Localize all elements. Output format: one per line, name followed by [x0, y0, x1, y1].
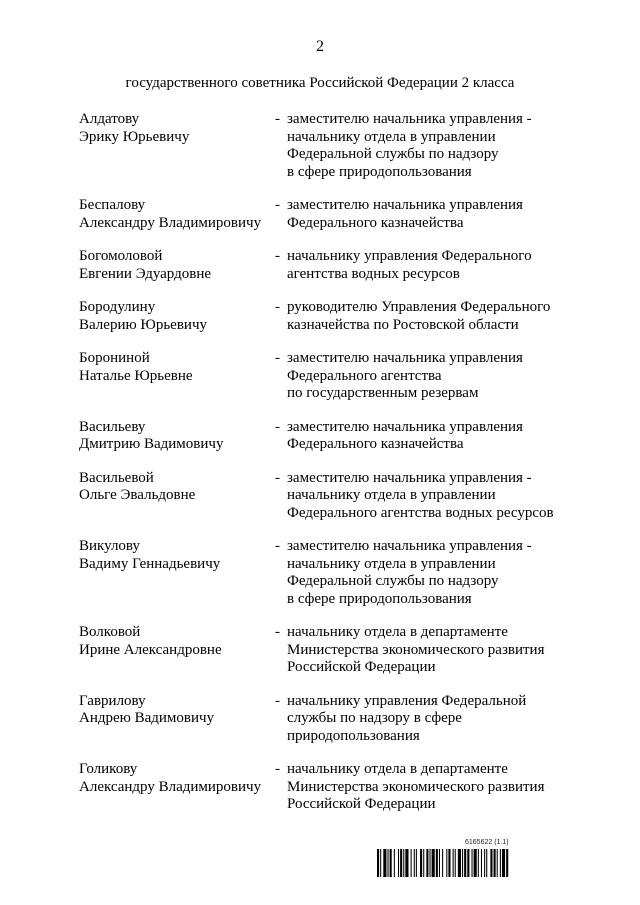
position-title-line: Федеральной службы по надзору [287, 573, 499, 589]
person-name-line: Дмитрию Вадимовичу [79, 436, 224, 452]
barcode-bar [388, 849, 389, 877]
person-name-line: Александру Владимировичу [79, 214, 262, 231]
appointment-entry [79, 299, 579, 334]
barcode-bar [426, 849, 428, 877]
person-name [79, 111, 275, 181]
position-title-line: заместителю начальника управления - [287, 538, 532, 554]
position-title-line: заместителю начальника управления - [287, 111, 532, 127]
person-name [79, 538, 275, 608]
position-title-line: природопользования [287, 727, 420, 744]
barcode-bar [398, 849, 399, 877]
barcode-bar [411, 849, 412, 877]
person-name [79, 197, 275, 232]
separator-dash: - [275, 111, 280, 127]
person-name-line: Александру Владимировичу [79, 778, 262, 795]
barcode-bar [500, 849, 501, 877]
separator-dash: - [275, 538, 280, 554]
barcode-bar [436, 849, 438, 877]
barcode-bar [394, 849, 395, 877]
appointment-entry [79, 693, 579, 746]
barcode-bar [467, 849, 469, 877]
person-name-line: Волковой [79, 624, 141, 640]
person-name-line: Вадиму Геннадьевичу [79, 555, 221, 572]
appointment-entry [79, 761, 579, 814]
person-name-line: Богомоловой [79, 248, 163, 264]
position-title-line: заместителю начальника управления [287, 350, 523, 366]
appointment-entry [79, 350, 579, 403]
appointment-entry [79, 538, 579, 608]
barcode-block [377, 839, 593, 879]
separator-dash: - [275, 624, 280, 640]
barcode-bar [403, 849, 404, 877]
position-title-line: агентства водных ресурсов [287, 265, 460, 282]
position-title [287, 350, 579, 403]
barcode-bar [462, 849, 463, 877]
position-title-line: в сфере природопользования [287, 590, 472, 607]
person-name-line: Голикову [79, 761, 138, 777]
position-title-line: Министерства экономического развития [287, 778, 545, 795]
position-title-line: Российской Федерации [287, 659, 436, 675]
position-title-line: начальнику отдела в управлении [287, 487, 496, 503]
separator-dash: - [275, 197, 280, 213]
person-name-line: Ирине Александровне [79, 641, 222, 658]
barcode-bar [414, 849, 415, 877]
barcode-bar [458, 849, 461, 877]
document-heading: государственного советника Российской Федерации 2 класса [125, 75, 515, 91]
appointment-entry [79, 111, 579, 181]
person-name-line: Гаврилову [79, 692, 146, 709]
position-title-line: начальнику управления Федеральной [287, 692, 527, 709]
person-name [79, 761, 275, 814]
barcode-bar [390, 849, 392, 877]
position-title-line: Федерального агентства водных ресурсов [287, 504, 554, 521]
barcode-bar [506, 849, 508, 877]
page-number: 2 [316, 38, 324, 55]
appointment-list [79, 111, 579, 830]
position-title-line: в сфере природопользования [287, 163, 472, 180]
position-title-line: начальнику отдела в управлении [287, 555, 496, 572]
barcode-bar [416, 849, 417, 877]
position-title-line: Российской Федерации [287, 796, 436, 812]
barcode-bar [490, 849, 492, 877]
person-name [79, 350, 275, 403]
position-title-line: начальнику отдела в департаменте [287, 761, 508, 777]
position-title-line: Федерального казначейства [287, 436, 464, 452]
person-name-line: Васильевой [79, 469, 154, 486]
position-title-line: Федерального агентства [287, 367, 442, 384]
person-name [79, 248, 275, 283]
person-name-line: Бородулину [79, 299, 156, 315]
position-title [287, 761, 579, 814]
position-title-line: начальнику отдела в управлении [287, 128, 496, 145]
barcode-bar [494, 849, 496, 877]
person-name-line: Викулову [79, 538, 141, 554]
separator-dash: - [275, 761, 280, 777]
appointment-entry [79, 248, 579, 283]
barcode-bar [432, 849, 435, 877]
person-name-line: Андрею Вадимовичу [79, 710, 215, 726]
position-title-line: заместителю начальника управления [287, 197, 523, 213]
person-name-line: Васильеву [79, 418, 146, 435]
barcode-bar [439, 849, 440, 877]
person-name-line: Наталье Юрьевне [79, 367, 193, 384]
separator-dash: - [275, 418, 280, 435]
position-title-line: заместителю начальника управления [287, 418, 523, 435]
barcode-bar [400, 849, 402, 877]
position-title-line: руководителю Управления Федерального [287, 299, 551, 315]
separator-dash: - [275, 248, 280, 264]
barcode-bar [448, 849, 450, 877]
separator-dash: - [275, 299, 280, 315]
person-name-line: Эрику Юрьевичу [79, 128, 190, 145]
barcode-bar [464, 849, 466, 877]
position-title [287, 470, 579, 523]
barcode-bar [420, 849, 422, 877]
barcode-bar [481, 849, 482, 877]
barcode-bar [405, 849, 408, 877]
person-name-line: Беспалову [79, 197, 146, 213]
appointment-entry [79, 470, 579, 523]
person-name-line: Алдатову [79, 111, 140, 127]
appointment-entry [79, 419, 579, 454]
position-title-line: начальнику управления Федерального [287, 248, 532, 264]
person-name [79, 693, 275, 746]
appointment-entry [79, 197, 579, 232]
position-title-line: заместителю начальника управления - [287, 469, 532, 486]
barcode-bar [377, 849, 379, 877]
position-title [287, 299, 579, 334]
separator-dash: - [275, 469, 280, 486]
position-title-line: Министерства экономического развития [287, 641, 545, 658]
person-name-line: Ольге Эвальдовне [79, 487, 196, 503]
barcode-bar [486, 849, 487, 877]
separator-dash: - [275, 350, 280, 366]
position-title-line: по государственным резервам [287, 385, 479, 401]
position-title [287, 197, 579, 232]
position-title-line: начальнику отдела в департаменте [287, 624, 508, 640]
position-title-line: Федерального казначейства [287, 214, 464, 231]
position-title [287, 538, 579, 608]
position-title-line: службы по надзору в сфере [287, 710, 462, 726]
barcode-bar [497, 849, 498, 877]
barcode-bar [383, 849, 386, 877]
barcode-bar [423, 849, 424, 877]
barcode-bar [446, 849, 447, 877]
person-name [79, 419, 275, 454]
barcode-bar [430, 849, 431, 877]
position-title [287, 111, 579, 181]
barcode-bar [474, 849, 477, 877]
person-name [79, 470, 275, 523]
barcode-bar [478, 849, 479, 877]
barcode-bar [502, 849, 505, 877]
position-title [287, 624, 579, 677]
separator-dash: - [275, 692, 280, 709]
person-name-line: Валерию Юрьевичу [79, 316, 207, 333]
barcode-bar [453, 849, 454, 877]
barcode-bar [380, 849, 381, 877]
person-name-line: Борониной [79, 350, 150, 366]
position-title-line: казначейства по Ростовской области [287, 316, 519, 333]
position-title-line: Федеральной службы по надзору [287, 146, 499, 162]
barcode-image [377, 849, 593, 877]
person-name [79, 624, 275, 677]
appointment-entry [79, 624, 579, 677]
position-title [287, 419, 579, 454]
barcode-bar [472, 849, 473, 877]
position-title [287, 248, 579, 283]
person-name-line: Евгении Эдуардовне [79, 265, 212, 282]
barcode-text: 6165622 (1.1) [465, 839, 509, 846]
person-name [79, 299, 275, 334]
barcode-bar [455, 849, 456, 877]
position-title [287, 693, 579, 746]
barcode-bar [484, 849, 485, 877]
barcode-bar [442, 849, 443, 877]
